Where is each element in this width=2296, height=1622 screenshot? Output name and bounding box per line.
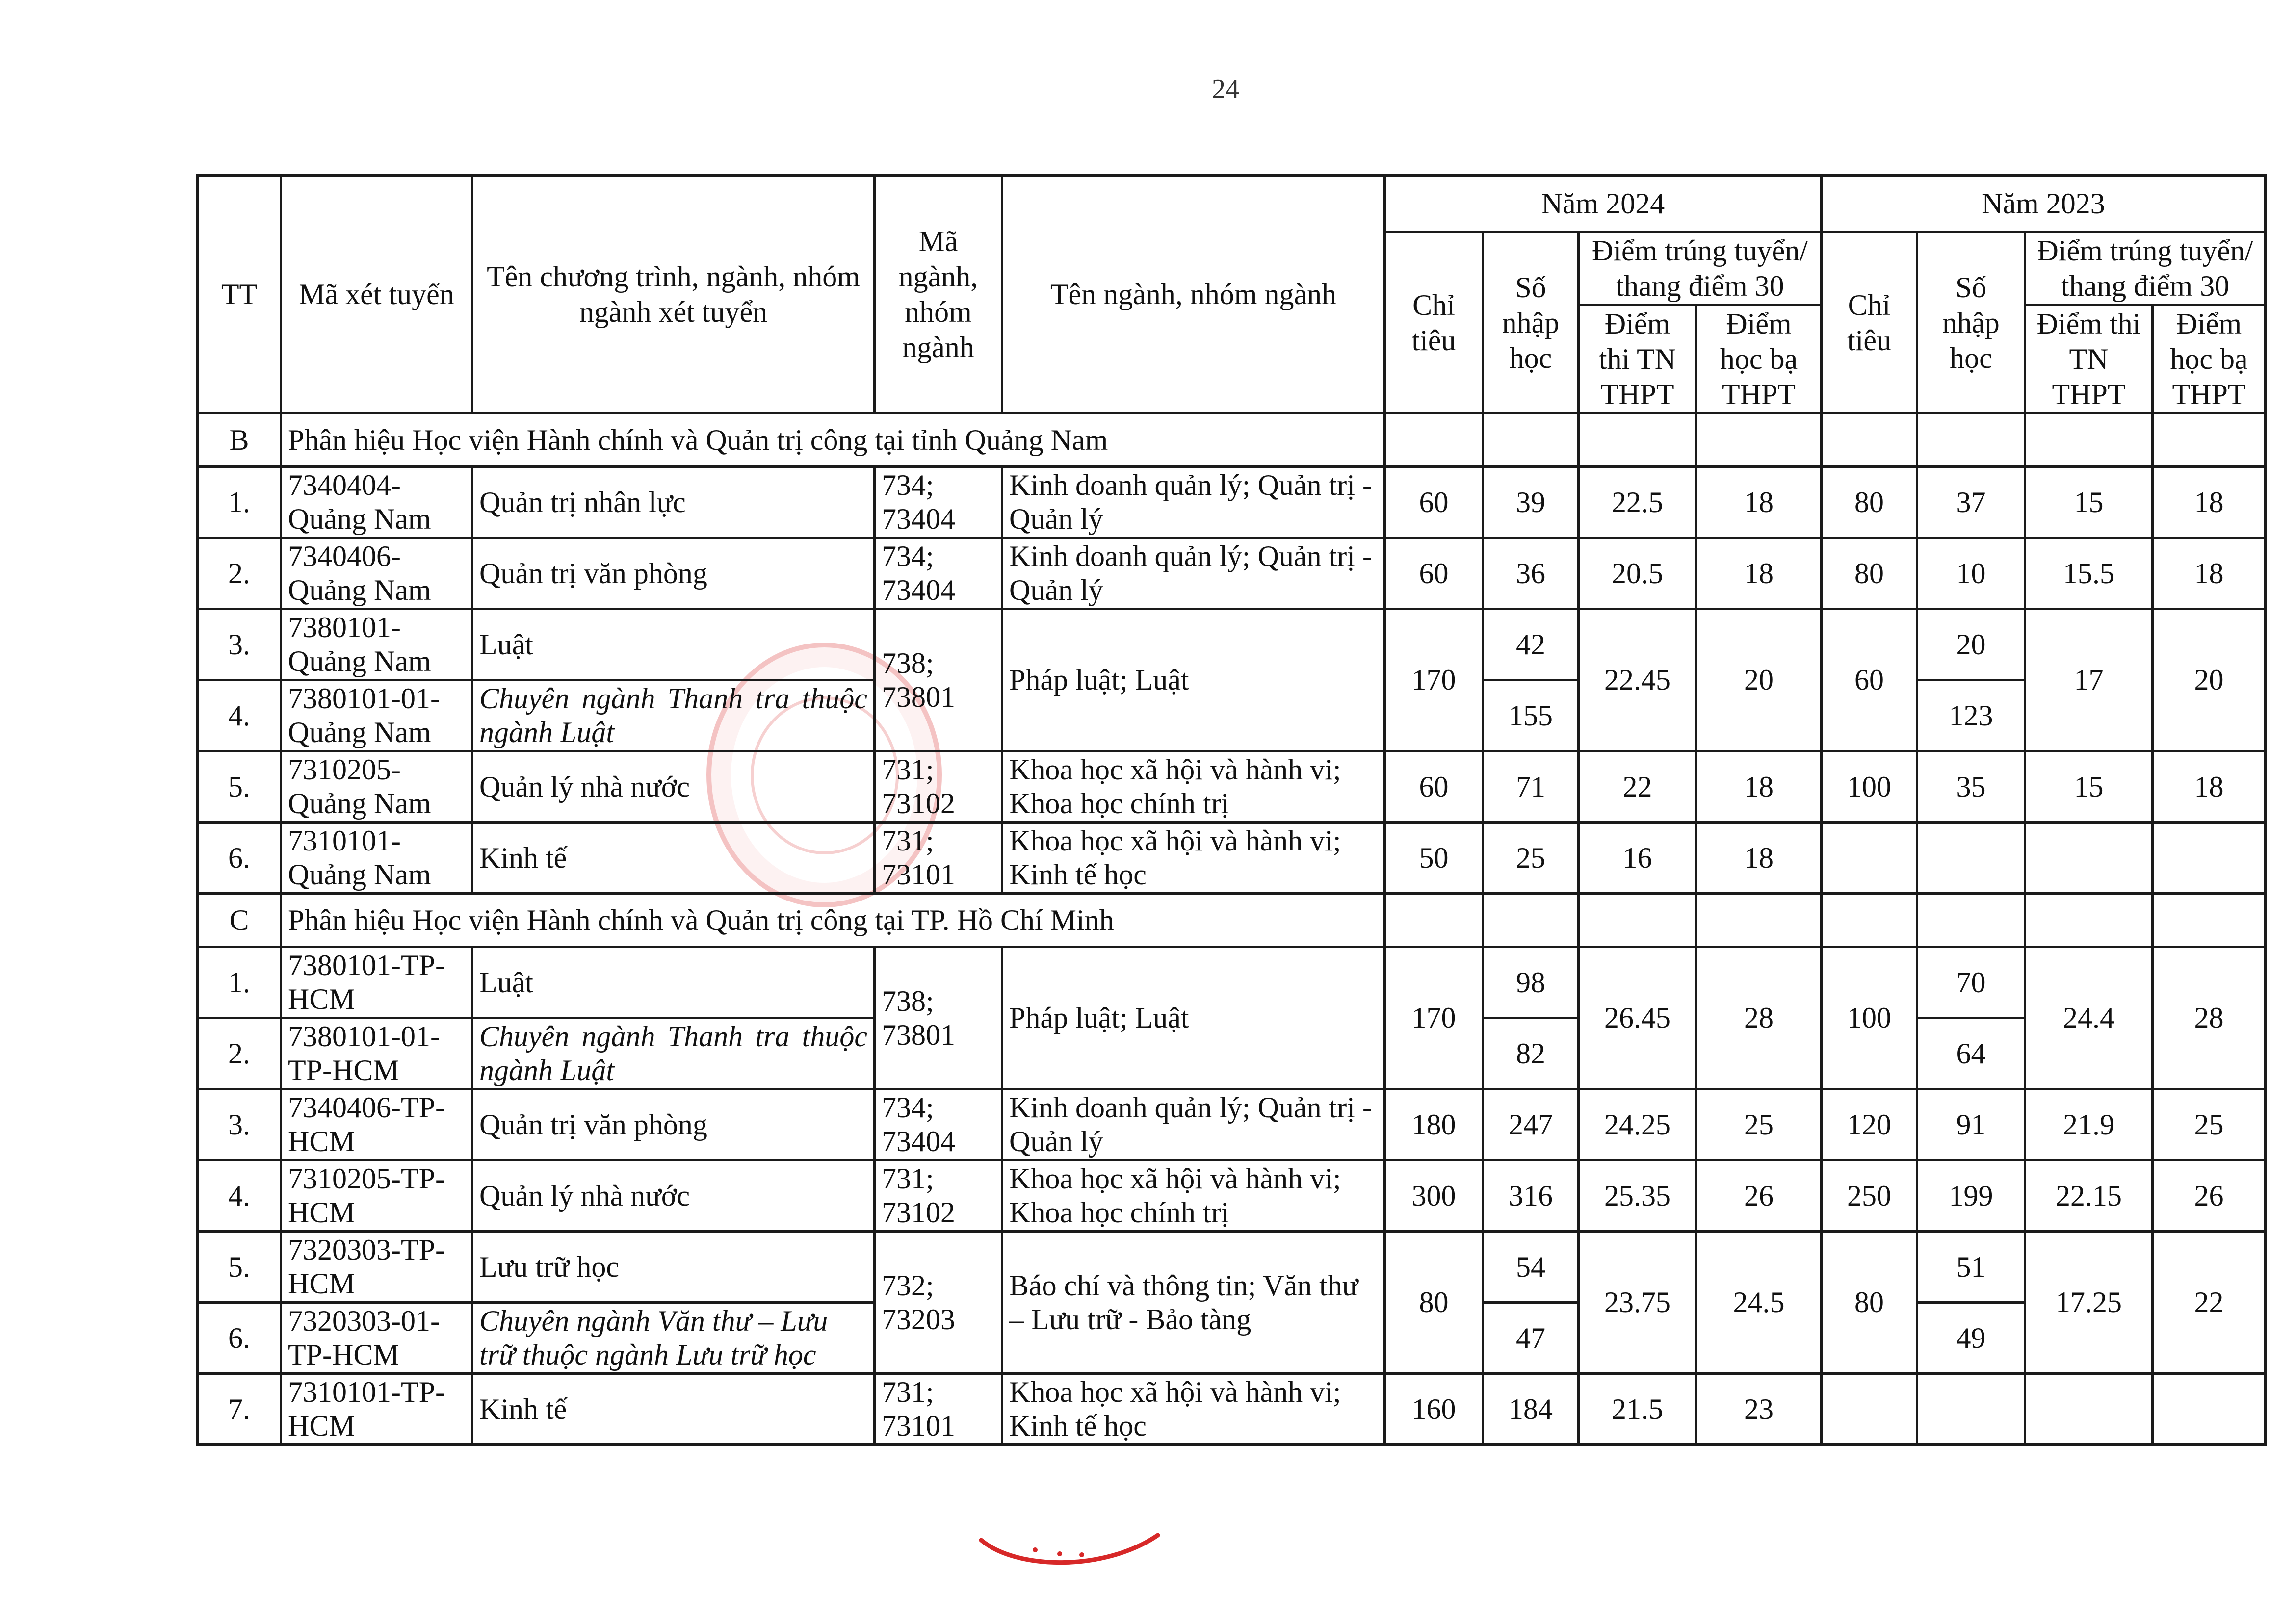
header-diem-thi-2023: Điểm thi TN THPT bbox=[2025, 305, 2153, 413]
section-label: C bbox=[198, 894, 281, 947]
row-chi-tieu-2024: 160 bbox=[1385, 1374, 1483, 1445]
row-diem-thi-2024: 16 bbox=[1579, 823, 1696, 894]
header-year-2023: Năm 2023 bbox=[1822, 176, 2266, 232]
row-program: Chuyên ngành Thanh tra thuộc ngành Luật bbox=[472, 1018, 875, 1089]
row-chi-tieu-2023: 100 bbox=[1822, 751, 1917, 823]
row-group-code: 731; 73102 bbox=[875, 751, 1002, 823]
table-row bbox=[198, 1160, 2266, 1232]
row-nhap-hoc-2024: 47 bbox=[1483, 1303, 1579, 1374]
row-nhap-hoc-2024: 98 bbox=[1483, 947, 1579, 1018]
row-tt: 7. bbox=[198, 1374, 281, 1445]
row-chi-tieu-2023: 80 bbox=[1822, 467, 1917, 538]
row-chi-tieu-2023 bbox=[1822, 1374, 1917, 1445]
row-hoc-ba-2024: 24.5 bbox=[1696, 1232, 1822, 1374]
row-diem-thi-2024: 22.45 bbox=[1579, 609, 1696, 751]
row-hoc-ba-2023: 25 bbox=[2153, 1089, 2266, 1160]
row-program: Kinh tế bbox=[472, 823, 875, 894]
row-diem-thi-2023: 24.4 bbox=[2025, 947, 2153, 1089]
row-code: 7340406-Quảng Nam bbox=[281, 538, 472, 609]
row-program: Luật bbox=[472, 947, 875, 1018]
row-chi-tieu-2024: 180 bbox=[1385, 1089, 1483, 1160]
row-nhap-hoc-2024: 42 bbox=[1483, 609, 1579, 680]
row-code: 7310205-TP-HCM bbox=[281, 1160, 472, 1232]
row-hoc-ba-2023 bbox=[2153, 823, 2266, 894]
row-group-code: 738; 73801 bbox=[875, 609, 1002, 751]
row-code: 7380101-01-TP-HCM bbox=[281, 1018, 472, 1089]
row-nhap-hoc-2024: 247 bbox=[1483, 1089, 1579, 1160]
row-program: Quản trị nhân lực bbox=[472, 467, 875, 538]
row-nhap-hoc-2024: 25 bbox=[1483, 823, 1579, 894]
row-diem-thi-2024: 22 bbox=[1579, 751, 1696, 823]
row-hoc-ba-2023 bbox=[2153, 1374, 2266, 1445]
row-chi-tieu-2023: 100 bbox=[1822, 947, 1917, 1089]
row-group-code: 738; 73801 bbox=[875, 947, 1002, 1089]
row-hoc-ba-2024: 23 bbox=[1696, 1374, 1822, 1445]
row-diem-thi-2023: 15 bbox=[2025, 467, 2153, 538]
table-row bbox=[198, 1374, 2266, 1445]
row-program: Quản trị văn phòng bbox=[472, 1089, 875, 1160]
row-nhap-hoc-2024: 36 bbox=[1483, 538, 1579, 609]
table-row bbox=[198, 823, 2266, 894]
row-tt: 2. bbox=[198, 538, 281, 609]
row-code: 7380101-Quảng Nam bbox=[281, 609, 472, 680]
row-chi-tieu-2024: 60 bbox=[1385, 538, 1483, 609]
row-tt: 3. bbox=[198, 1089, 281, 1160]
row-chi-tieu-2024: 80 bbox=[1385, 1232, 1483, 1374]
row-nhap-hoc-2023: 123 bbox=[1917, 680, 2025, 751]
row-program: Quản lý nhà nước bbox=[472, 751, 875, 823]
row-chi-tieu-2024: 60 bbox=[1385, 467, 1483, 538]
section-row bbox=[198, 894, 2266, 947]
row-group-name: Kinh doanh quản lý; Quản trị - Quản lý bbox=[1002, 538, 1385, 609]
table-row bbox=[198, 1232, 2266, 1303]
row-hoc-ba-2024: 18 bbox=[1696, 467, 1822, 538]
row-chi-tieu-2023 bbox=[1822, 823, 1917, 894]
row-chi-tieu-2023: 80 bbox=[1822, 1232, 1917, 1374]
row-hoc-ba-2023: 28 bbox=[2153, 947, 2266, 1089]
row-code: 7310101-Quảng Nam bbox=[281, 823, 472, 894]
header-ma-xet-tuyen: Mã xét tuyển bbox=[281, 176, 472, 413]
row-nhap-hoc-2024: 316 bbox=[1483, 1160, 1579, 1232]
row-program: Chuyên ngành Văn thư – Lưu trữ thuộc ngành Lưu trữ học bbox=[472, 1303, 875, 1374]
header-diem-hoc-ba-2023: Điểm học bạ THPT bbox=[2153, 305, 2266, 413]
row-nhap-hoc-2024: 184 bbox=[1483, 1374, 1579, 1445]
row-group-code: 731; 73101 bbox=[875, 1374, 1002, 1445]
row-diem-thi-2023: 22.15 bbox=[2025, 1160, 2153, 1232]
row-group-code: 734; 73404 bbox=[875, 1089, 1002, 1160]
table-row bbox=[198, 751, 2266, 823]
row-group-name: Khoa học xã hội và hành vi; Kinh tế học bbox=[1002, 823, 1385, 894]
row-program: Kinh tế bbox=[472, 1374, 875, 1445]
row-diem-thi-2023: 15.5 bbox=[2025, 538, 2153, 609]
table-row bbox=[198, 538, 2266, 609]
table-row bbox=[198, 1089, 2266, 1160]
row-program: Lưu trữ học bbox=[472, 1232, 875, 1303]
header-so-nhap-hoc-2024: Số nhập học bbox=[1483, 232, 1579, 413]
row-chi-tieu-2023: 80 bbox=[1822, 538, 1917, 609]
row-diem-thi-2023 bbox=[2025, 823, 2153, 894]
row-group-name: Báo chí và thông tin; Văn thư – Lưu trữ - Bảo tàng bbox=[1002, 1232, 1385, 1374]
table-row bbox=[198, 947, 2266, 1018]
row-tt: 3. bbox=[198, 609, 281, 680]
row-group-name: Khoa học xã hội và hành vi; Khoa học chính trị bbox=[1002, 1160, 1385, 1232]
row-group-code: 734; 73404 bbox=[875, 538, 1002, 609]
row-hoc-ba-2024: 20 bbox=[1696, 609, 1822, 751]
header-chi-tieu-2023: Chỉ tiêu bbox=[1822, 232, 1917, 413]
row-tt: 5. bbox=[198, 751, 281, 823]
header-diem-trung-tuyen-2024: Điểm trúng tuyển/ thang điểm 30 bbox=[1579, 232, 1822, 305]
row-group-name: Kinh doanh quản lý; Quản trị - Quản lý bbox=[1002, 467, 1385, 538]
row-hoc-ba-2024: 18 bbox=[1696, 751, 1822, 823]
row-code: 7310205-Quảng Nam bbox=[281, 751, 472, 823]
row-group-code: 734; 73404 bbox=[875, 467, 1002, 538]
row-nhap-hoc-2023: 37 bbox=[1917, 467, 2025, 538]
row-chi-tieu-2023: 120 bbox=[1822, 1089, 1917, 1160]
row-program: Quản trị văn phòng bbox=[472, 538, 875, 609]
row-group-code: 731; 73101 bbox=[875, 823, 1002, 894]
row-diem-thi-2023: 21.9 bbox=[2025, 1089, 2153, 1160]
row-hoc-ba-2023: 22 bbox=[2153, 1232, 2266, 1374]
header-ten-chuong-trinh: Tên chương trình, ngành, nhóm ngành xét tuyển bbox=[472, 176, 875, 413]
header-ten-nganh: Tên ngành, nhóm ngành bbox=[1002, 176, 1385, 413]
header-chi-tieu-2024: Chỉ tiêu bbox=[1385, 232, 1483, 413]
row-hoc-ba-2024: 26 bbox=[1696, 1160, 1822, 1232]
row-diem-thi-2024: 21.5 bbox=[1579, 1374, 1696, 1445]
row-code: 7380101-TP-HCM bbox=[281, 947, 472, 1018]
header-year-2024: Năm 2024 bbox=[1385, 176, 1822, 232]
row-diem-thi-2023: 17.25 bbox=[2025, 1232, 2153, 1374]
row-group-name: Khoa học xã hội và hành vi; Khoa học chính trị bbox=[1002, 751, 1385, 823]
row-tt: 4. bbox=[198, 680, 281, 751]
row-chi-tieu-2024: 170 bbox=[1385, 609, 1483, 751]
row-code: 7340404-Quảng Nam bbox=[281, 467, 472, 538]
row-nhap-hoc-2023: 199 bbox=[1917, 1160, 2025, 1232]
row-diem-thi-2024: 22.5 bbox=[1579, 467, 1696, 538]
section-row bbox=[198, 413, 2266, 467]
row-diem-thi-2023 bbox=[2025, 1374, 2153, 1445]
table-row bbox=[198, 609, 2266, 680]
row-nhap-hoc-2024: 39 bbox=[1483, 467, 1579, 538]
row-tt: 1. bbox=[198, 467, 281, 538]
row-group-name: Pháp luật; Luật bbox=[1002, 609, 1385, 751]
header-tt: TT bbox=[198, 176, 281, 413]
row-nhap-hoc-2023 bbox=[1917, 823, 2025, 894]
row-group-name: Khoa học xã hội và hành vi; Kinh tế học bbox=[1002, 1374, 1385, 1445]
row-chi-tieu-2023: 250 bbox=[1822, 1160, 1917, 1232]
table-row bbox=[198, 467, 2266, 538]
row-diem-thi-2023: 17 bbox=[2025, 609, 2153, 751]
row-group-name: Kinh doanh quản lý; Quản trị - Quản lý bbox=[1002, 1089, 1385, 1160]
row-code: 7380101-01-Quảng Nam bbox=[281, 680, 472, 751]
row-tt: 4. bbox=[198, 1160, 281, 1232]
row-hoc-ba-2024: 18 bbox=[1696, 538, 1822, 609]
signature-mark bbox=[976, 1530, 1163, 1574]
row-diem-thi-2024: 20.5 bbox=[1579, 538, 1696, 609]
header-ma-nganh: Mã ngành, nhóm ngành bbox=[875, 176, 1002, 413]
row-hoc-ba-2023: 18 bbox=[2153, 538, 2266, 609]
row-tt: 6. bbox=[198, 1303, 281, 1374]
row-hoc-ba-2024: 18 bbox=[1696, 823, 1822, 894]
row-nhap-hoc-2023: 51 bbox=[1917, 1232, 2025, 1303]
row-nhap-hoc-2024: 155 bbox=[1483, 680, 1579, 751]
row-nhap-hoc-2023: 20 bbox=[1917, 609, 2025, 680]
section-title: Phân hiệu Học viện Hành chính và Quản trị công tại tỉnh Quảng Nam bbox=[281, 413, 1385, 467]
row-hoc-ba-2023: 26 bbox=[2153, 1160, 2266, 1232]
row-nhap-hoc-2024: 54 bbox=[1483, 1232, 1579, 1303]
row-tt: 1. bbox=[198, 947, 281, 1018]
row-program: Chuyên ngành Thanh tra thuộc ngành Luật bbox=[472, 680, 875, 751]
row-nhap-hoc-2023: 91 bbox=[1917, 1089, 2025, 1160]
row-tt: 6. bbox=[198, 823, 281, 894]
section-label: B bbox=[198, 413, 281, 467]
admission-table bbox=[196, 174, 2267, 1446]
row-nhap-hoc-2024: 82 bbox=[1483, 1018, 1579, 1089]
section-title: Phân hiệu Học viện Hành chính và Quản trị công tại TP. Hồ Chí Minh bbox=[281, 894, 1385, 947]
row-diem-thi-2024: 23.75 bbox=[1579, 1232, 1696, 1374]
row-code: 7340406-TP-HCM bbox=[281, 1089, 472, 1160]
row-hoc-ba-2023: 18 bbox=[2153, 467, 2266, 538]
row-nhap-hoc-2023: 70 bbox=[1917, 947, 2025, 1018]
row-nhap-hoc-2023: 49 bbox=[1917, 1303, 2025, 1374]
header-so-nhap-hoc-2023: Số nhập học bbox=[1917, 232, 2025, 413]
row-nhap-hoc-2023: 35 bbox=[1917, 751, 2025, 823]
row-hoc-ba-2023: 18 bbox=[2153, 751, 2266, 823]
row-tt: 2. bbox=[198, 1018, 281, 1089]
row-group-code: 731; 73102 bbox=[875, 1160, 1002, 1232]
row-program: Luật bbox=[472, 609, 875, 680]
row-group-name: Pháp luật; Luật bbox=[1002, 947, 1385, 1089]
row-diem-thi-2024: 24.25 bbox=[1579, 1089, 1696, 1160]
row-code: 7310101-TP-HCM bbox=[281, 1374, 472, 1445]
row-nhap-hoc-2023 bbox=[1917, 1374, 2025, 1445]
row-chi-tieu-2024: 60 bbox=[1385, 751, 1483, 823]
row-hoc-ba-2024: 25 bbox=[1696, 1089, 1822, 1160]
row-tt: 5. bbox=[198, 1232, 281, 1303]
row-hoc-ba-2024: 28 bbox=[1696, 947, 1822, 1089]
row-program: Quản lý nhà nước bbox=[472, 1160, 875, 1232]
header-diem-hoc-ba-2024: Điểm học bạ THPT bbox=[1696, 305, 1822, 413]
row-group-code: 732; 73203 bbox=[875, 1232, 1002, 1374]
row-diem-thi-2024: 26.45 bbox=[1579, 947, 1696, 1089]
row-hoc-ba-2023: 20 bbox=[2153, 609, 2266, 751]
row-chi-tieu-2024: 300 bbox=[1385, 1160, 1483, 1232]
row-diem-thi-2023: 15 bbox=[2025, 751, 2153, 823]
header-diem-thi-2024: Điểm thi TN THPT bbox=[1579, 305, 1696, 413]
row-chi-tieu-2024: 170 bbox=[1385, 947, 1483, 1089]
header-diem-trung-tuyen-2023: Điểm trúng tuyển/ thang điểm 30 bbox=[2025, 232, 2266, 305]
row-code: 7320303-01-TP-HCM bbox=[281, 1303, 472, 1374]
row-nhap-hoc-2023: 64 bbox=[1917, 1018, 2025, 1089]
row-chi-tieu-2023: 60 bbox=[1822, 609, 1917, 751]
row-code: 7320303-TP-HCM bbox=[281, 1232, 472, 1303]
page-number: 24 bbox=[1212, 74, 1239, 104]
row-chi-tieu-2024: 50 bbox=[1385, 823, 1483, 894]
row-nhap-hoc-2024: 71 bbox=[1483, 751, 1579, 823]
row-nhap-hoc-2023: 10 bbox=[1917, 538, 2025, 609]
row-diem-thi-2024: 25.35 bbox=[1579, 1160, 1696, 1232]
